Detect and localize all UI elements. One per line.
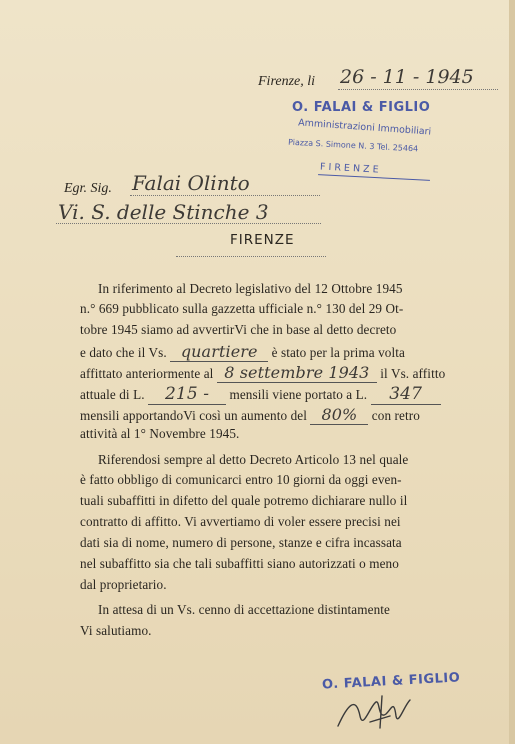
addressee-street: Vi. S. delle Stinche 3 [58, 200, 269, 224]
paper-edge [509, 0, 515, 744]
filled-new-rent: 347 [371, 384, 441, 405]
para1-line4 [80, 342, 405, 362]
stamp-top-business: Amministrazioni Immobiliari [297, 117, 432, 138]
para1-line7 [80, 405, 420, 425]
para1-line7-a: mensili apportandoVi così un aumento del [80, 408, 307, 423]
para1-line7-b: con retro [371, 408, 420, 423]
signature-icon [330, 686, 420, 738]
para2-line6: nel subaffitto sia che tali subaffitti siano autorizzati o meno [80, 556, 399, 571]
filled-current-rent: 215 - [148, 384, 226, 405]
para1-line3: tobre 1945 siamo ad avvertirVi che in base al detto decreto [80, 322, 397, 337]
stamp-top-address: Piazza S. Simone N. 3 Tel. 25464 [287, 137, 419, 154]
para1-line5 [80, 363, 445, 383]
para3-line1: In attesa di un Vs. cenno di accettazione distintamente [98, 602, 390, 617]
para1-line4-b: è stato per la prima volta [271, 345, 405, 360]
para2-line5: dati sia di nome, numero di persone, stanze e cifra incassata [80, 535, 402, 550]
para1-line6 [80, 384, 441, 405]
city-dotted-line [176, 256, 326, 257]
handwritten-date: 26 - 11 - 1945 [340, 66, 474, 88]
para1-line5-a: affittato anteriormente al [80, 366, 214, 381]
para2-line7: dal proprietario. [80, 577, 167, 592]
para1-line2: n.° 669 pubblicato sulla gazzetta ufficiale n.° 130 del 29 Ot- [80, 301, 404, 316]
para1-line6-a: attuale di L. [80, 387, 145, 402]
filled-increase-percent: 80% [310, 405, 368, 425]
para2-line1: Riferendosi sempre al detto Decreto Articolo 13 nel quale [98, 452, 409, 467]
name-dotted-line [130, 195, 320, 196]
place-date-label: Firenze, li [258, 74, 316, 89]
para2-line3: tuali subaffitti in difetto del quale potremo dichiarare nullo il [80, 493, 408, 508]
para1-line6-b: mensili viene portato a L. [229, 387, 368, 402]
addressee-city: FIRENZE [230, 232, 295, 248]
filled-property-type: quartiere [170, 342, 268, 362]
para1-line1: In riferimento al Decreto legislativo del 12 Ottobre 1945 [98, 281, 403, 296]
salutation: Egr. Sig. [64, 181, 112, 196]
stamp-top-city: F I R E N Z E [319, 161, 379, 176]
stamp-bottom-company: O. FALAI & FIGLIO [321, 670, 461, 693]
addressee-name: Falai Olinto [132, 171, 250, 195]
para1-line4-a: e dato che il Vs. [80, 345, 167, 360]
para2-line4: contratto di affitto. Vi avvertiamo di voler essere precisi nei [80, 514, 401, 529]
para1-line8: attività al 1° Novembre 1945. [80, 426, 240, 441]
street-dotted-line [56, 223, 321, 224]
stamp-top-company: O. FALAI & FIGLIO [292, 100, 431, 115]
para2-line2: è fatto obbligo di comunicarci entro 10 giorni da oggi even- [80, 472, 402, 487]
para3-line2: Vi salutiamo. [80, 623, 152, 638]
filled-first-rent-date: 8 settembre 1943 [217, 363, 377, 383]
para1-line5-b: il Vs. affitto [380, 366, 446, 381]
date-dotted-line [338, 89, 498, 90]
